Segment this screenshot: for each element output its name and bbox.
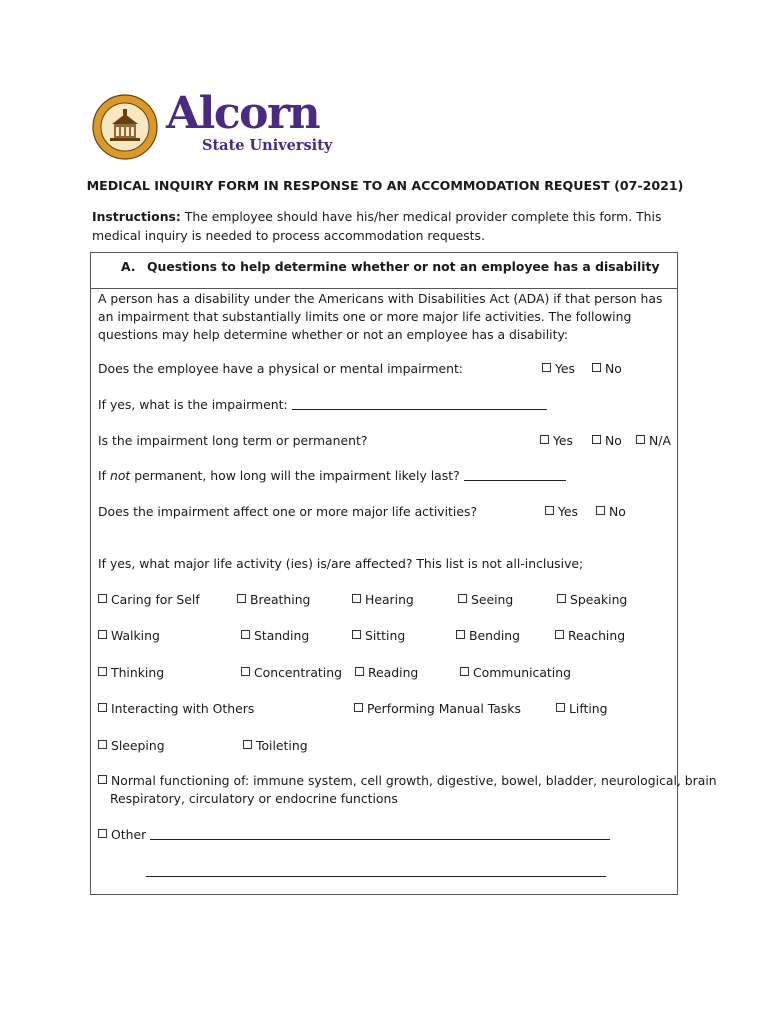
activity-label: Seeing (471, 592, 514, 607)
activity-label: Concentrating (254, 665, 342, 680)
activity-hearing[interactable] (352, 592, 414, 607)
question-major-life-activities: Does the impairment affect one or more major life activities? (98, 504, 478, 519)
q3-no-label: No (605, 433, 622, 448)
activity-sleeping[interactable] (98, 738, 165, 753)
checkbox-icon[interactable] (542, 363, 551, 372)
question-long-term: Is the impairment long term or permanent? (98, 433, 368, 448)
checkbox-icon[interactable] (98, 630, 107, 639)
activity-label: Reaching (568, 628, 626, 643)
university-wordmark-subtitle: State University (202, 137, 333, 154)
checkbox-icon[interactable] (545, 506, 554, 515)
checkbox-icon[interactable] (355, 667, 364, 676)
activity-manual-tasks[interactable] (354, 701, 521, 716)
activity-label: Other (111, 827, 147, 842)
activity-label: Bending (469, 628, 521, 643)
checkbox-icon[interactable] (237, 594, 246, 603)
checkbox-icon[interactable] (98, 703, 107, 712)
activity-label: Interacting with Others (111, 701, 255, 716)
question-what-impairment (98, 397, 547, 412)
checkbox-icon[interactable] (98, 775, 107, 784)
activity-caring-for-self[interactable] (98, 592, 200, 607)
activity-label: Thinking (111, 665, 165, 680)
activity-label: Performing Manual Tasks (367, 701, 521, 716)
activity-label: Reading (368, 665, 419, 680)
university-seal-logo (92, 94, 158, 160)
checkbox-icon[interactable] (592, 435, 601, 444)
activity-normal-functioning[interactable] (98, 773, 717, 788)
ada-intro-paragraph: A person has a disability under the Americans with Disabilities Act (ADA) if that person has an impairment that substantially limits one or more major life activities. The following questions may help determine whether or not an employee has a disability: (98, 291, 663, 342)
q3-yes-option[interactable] (540, 433, 573, 448)
q3-no-option[interactable] (592, 433, 622, 448)
activity-breathing[interactable] (237, 592, 310, 607)
q4-pre: If (98, 468, 110, 483)
section-a-header (91, 253, 677, 289)
checkbox-icon[interactable] (243, 740, 252, 749)
activity-toileting[interactable] (243, 738, 308, 753)
university-wordmark: Alcorn (166, 88, 320, 139)
checkbox-icon[interactable] (636, 435, 645, 444)
checkbox-icon[interactable] (540, 435, 549, 444)
q1-yes-label: Yes (555, 361, 576, 376)
q3-yes-label: Yes (553, 433, 574, 448)
instructions-text: The employee should have his/her medical provider complete this form. This medical inquiry is needed to process accommodation requests. (92, 209, 662, 243)
instructions (92, 207, 662, 245)
activity-label: Sitting (365, 628, 406, 643)
activity-label: Standing (254, 628, 310, 643)
activity-label: Caring for Self (111, 592, 200, 607)
checkbox-icon[interactable] (596, 506, 605, 515)
activity-label: Toileting (256, 738, 308, 753)
activity-walking[interactable] (98, 628, 160, 643)
checkbox-icon[interactable] (458, 594, 467, 603)
form-title: MEDICAL INQUIRY FORM IN RESPONSE TO AN ACCOMMODATION REQUEST (07-2021) (86, 178, 684, 193)
q4-italic: not (109, 468, 131, 483)
q4-post: permanent, how long will the impairment likely last? (130, 468, 460, 483)
checkbox-icon[interactable] (456, 630, 465, 639)
activity-label: Normal functioning of: immune system, cell growth, digestive, bowel, bladder, neurological, brain (111, 773, 717, 788)
q5-yes-label: Yes (558, 504, 579, 519)
other-answer-line-2-row (146, 864, 606, 879)
section-letter: A. (121, 259, 136, 274)
activity-standing[interactable] (241, 628, 309, 643)
normal-functioning-continued: Respiratory, circulatory or endocrine functions (110, 791, 398, 806)
question-duration (98, 468, 566, 483)
checkbox-icon[interactable] (354, 703, 363, 712)
q3-na-option[interactable] (636, 433, 671, 448)
other-answer-line-2[interactable] (146, 865, 606, 877)
q1-yes-option[interactable] (542, 361, 575, 376)
q3-na-label: N/A (649, 433, 671, 448)
activity-label: Speaking (570, 592, 628, 607)
activity-label: Communicating (473, 665, 571, 680)
checkbox-icon[interactable] (352, 594, 361, 603)
checkbox-icon[interactable] (241, 630, 250, 639)
activity-label: Lifting (569, 701, 608, 716)
activity-reading[interactable] (355, 665, 418, 680)
checkbox-icon[interactable] (98, 740, 107, 749)
instructions-label: Instructions: (92, 209, 181, 224)
impairment-answer-line[interactable] (292, 398, 547, 410)
q5-no-option[interactable] (596, 504, 626, 519)
activity-reaching[interactable] (555, 628, 625, 643)
activity-thinking[interactable] (98, 665, 164, 680)
q2-label: If yes, what is the impairment: (98, 397, 288, 412)
checkbox-icon[interactable] (555, 630, 564, 639)
activity-interacting[interactable] (98, 701, 254, 716)
checkbox-icon[interactable] (556, 703, 565, 712)
activity-label: Sleeping (111, 738, 165, 753)
q5-no-label: No (609, 504, 626, 519)
other-answer-line[interactable] (150, 828, 610, 840)
activity-speaking[interactable] (557, 592, 627, 607)
checkbox-icon[interactable] (592, 363, 601, 372)
q1-no-label: No (605, 361, 622, 376)
question-impairment: Does the employee have a physical or mental impairment: (98, 361, 463, 376)
checkbox-icon[interactable] (352, 630, 361, 639)
q1-no-option[interactable] (592, 361, 622, 376)
checkbox-icon[interactable] (98, 594, 107, 603)
activity-concentrating[interactable] (241, 665, 342, 680)
activity-sitting[interactable] (352, 628, 405, 643)
question-which-activities: If yes, what major life activity (ies) is/are affected? This list is not all-inclusive; (98, 556, 584, 571)
checkbox-icon[interactable] (98, 667, 107, 676)
checkbox-icon[interactable] (557, 594, 566, 603)
checkbox-icon[interactable] (98, 829, 107, 838)
activity-communicating[interactable] (460, 665, 571, 680)
activity-label: Hearing (365, 592, 414, 607)
activity-bending[interactable] (456, 628, 520, 643)
activity-seeing[interactable] (458, 592, 513, 607)
activity-label: Breathing (250, 592, 311, 607)
duration-answer-line[interactable] (464, 469, 566, 481)
section-title: Questions to help determine whether or not an employee has a disability (147, 259, 660, 274)
checkbox-icon[interactable] (241, 667, 250, 676)
q5-yes-option[interactable] (545, 504, 578, 519)
activity-lifting[interactable] (556, 701, 608, 716)
activity-label: Walking (111, 628, 160, 643)
activity-other[interactable] (98, 827, 610, 842)
checkbox-icon[interactable] (460, 667, 469, 676)
